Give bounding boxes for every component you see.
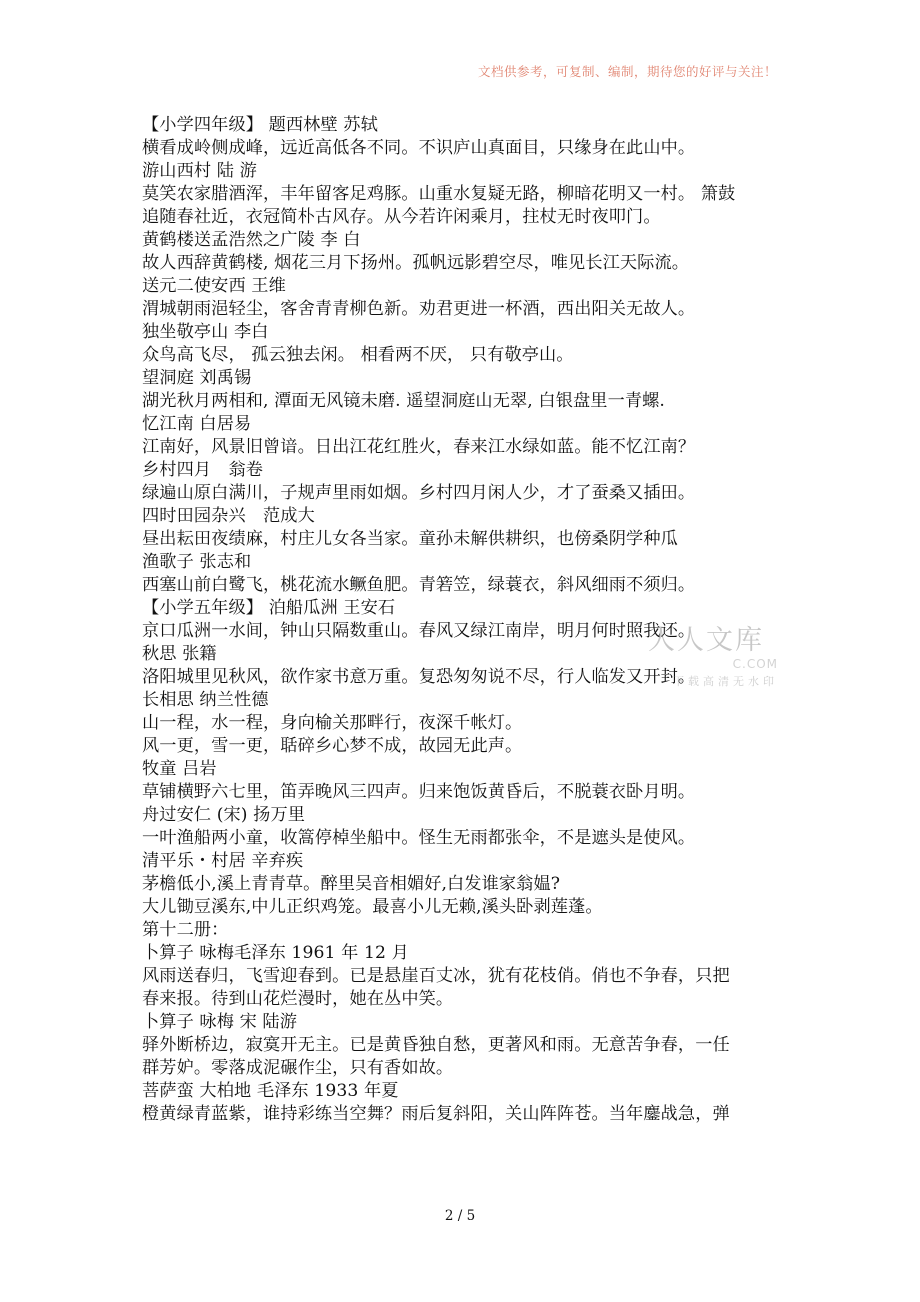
watermark-url: C.COM — [732, 657, 778, 671]
text-line: 群芳妒。零落成泥碾作尘，只有香如故。 — [142, 1058, 454, 1078]
text-line: 茅檐低小,溪上青青草。醉里吴音相媚好,白发谁家翁媪? — [142, 874, 561, 894]
document-body — [142, 114, 782, 1126]
header-note: 文档供参考，可复制、编制，期待您的好评与关注！ — [477, 64, 777, 79]
text-line: 清平乐・村居 辛弃疾 — [142, 851, 304, 871]
text-line: 绿遍山原白满川，子规声里雨如烟。乡村四月闲人少，才了蚕桑又插田。 — [142, 483, 696, 503]
text-line: 故人西辞黄鹤楼, 烟花三月下扬州。孤帆远影碧空尽，唯见长江天际流。 — [142, 253, 690, 273]
text-line: 长相思 纳兰性德 — [142, 690, 269, 710]
text-line: 独坐敬亭山 李白 — [142, 322, 269, 342]
text-line: 湖光秋月两相和, 潭面无风镜未磨. 遥望洞庭山无翠, 白银盘里一青螺. — [142, 391, 665, 411]
text-line: 风一更，雪一更，聒碎乡心梦不成，故园无此声。 — [142, 736, 523, 756]
text-line: 一叶渔船两小童，收篙停棹坐船中。怪生无雨都张伞，不是遮头是使风。 — [142, 828, 696, 848]
text-line: 江南好，风景旧曾谙。日出江花红胜火，春来江水绿如蓝。能不忆江南？ — [142, 437, 696, 457]
text-line: 渭城朝雨浥轻尘，客舍青青柳色新。劝君更进一杯酒，西出阳关无故人。 — [142, 299, 696, 319]
text-line: 送元二使安西 王维 — [142, 276, 286, 296]
text-line: 黄鹤楼送孟浩然之广陵 李 白 — [142, 230, 361, 250]
watermark-title: 人人文库 — [648, 625, 764, 656]
text-line: 渔歌子 张志和 — [142, 552, 252, 572]
text-line: 秋思 张籍 — [142, 644, 217, 664]
page-number: 2 / 5 — [444, 1208, 476, 1224]
text-line: 草铺横野六七里，笛弄晚风三四声。归来饱饭黄昏后，不脱蓑衣卧月明。 — [142, 782, 696, 802]
text-line: 菩萨蛮 大柏地 毛泽东 1933 年夏 — [142, 1081, 399, 1101]
text-line: 乡村四月 翁卷 — [142, 460, 264, 480]
text-line: 牧童 吕岩 — [142, 759, 217, 779]
text-line: 山一程，水一程，身向榆关那畔行，夜深千帐灯。 — [142, 713, 523, 733]
text-line: 望洞庭 刘禹锡 — [142, 368, 252, 388]
text-line: 卜算子 咏梅 宋 陆游 — [142, 1012, 297, 1032]
text-line: 春来报。待到山花烂漫时，她在丛中笑。 — [142, 989, 454, 1009]
text-line: 莫笑农家腊酒浑，丰年留客足鸡豚。山重水复疑无路，柳暗花明又一村。 箫鼓 — [142, 184, 736, 204]
text-line: 第十二册： — [142, 920, 229, 940]
text-line: 风雨送春归，飞雪迎春到。已是悬崖百丈冰，犹有花枝俏。俏也不争春，只把 — [142, 966, 730, 986]
text-line: 【小学五年级】 泊船瓜洲 王安石 — [142, 598, 396, 618]
text-line: 忆江南 白居易 — [142, 414, 252, 434]
text-line: 四时田园杂兴 范成大 — [142, 506, 315, 526]
text-line: 大儿锄豆溪东,中儿正织鸡笼。最喜小儿无赖,溪头卧剥莲蓬。 — [142, 897, 603, 917]
text-line: 横看成岭侧成峰，远近高低各不同。不识庐山真面目，只缘身在此山中。 — [142, 138, 696, 158]
text-line: 游山西村 陆 游 — [142, 161, 257, 181]
watermark-subtitle: 下载高清无水印 — [673, 675, 778, 688]
text-line: 西塞山前白鹭飞，桃花流水鳜鱼肥。青箬笠，绿蓑衣，斜风细雨不须归。 — [142, 575, 696, 595]
text-line: 众鸟高飞尽， 孤云独去闲。 相看两不厌， 只有敬亭山。 — [142, 345, 574, 365]
text-line: 京口瓜洲一水间，钟山只隔数重山。春风又绿江南岸，明月何时照我还。 — [142, 621, 696, 641]
text-line: 驿外断桥边，寂寞开无主。已是黄昏独自愁，更著风和雨。无意苦争春，一任 — [142, 1035, 730, 1055]
text-line: 卜算子 咏梅毛泽东 1961 年 12 月 — [142, 943, 409, 963]
text-line: 追随春社近，衣冠简朴古风存。从今若许闲乘月，拄杖无时夜叩门。 — [142, 207, 661, 227]
text-line: 昼出耘田夜绩麻，村庄儿女各当家。童孙未解供耕织，也傍桑阴学种瓜 — [142, 529, 678, 549]
text-line: 洛阳城里见秋风，欲作家书意万重。复恐匆匆说不尽，行人临发又开封。 — [142, 667, 696, 687]
text-line: 【小学四年级】 题西林壁 苏轼 — [142, 115, 378, 135]
text-line: 橙黄绿青蓝紫，谁持彩练当空舞？雨后复斜阳，关山阵阵苍。当年鏖战急，弹 — [142, 1104, 730, 1124]
text-line: 舟过安仁 (宋) 扬万里 — [142, 805, 306, 825]
